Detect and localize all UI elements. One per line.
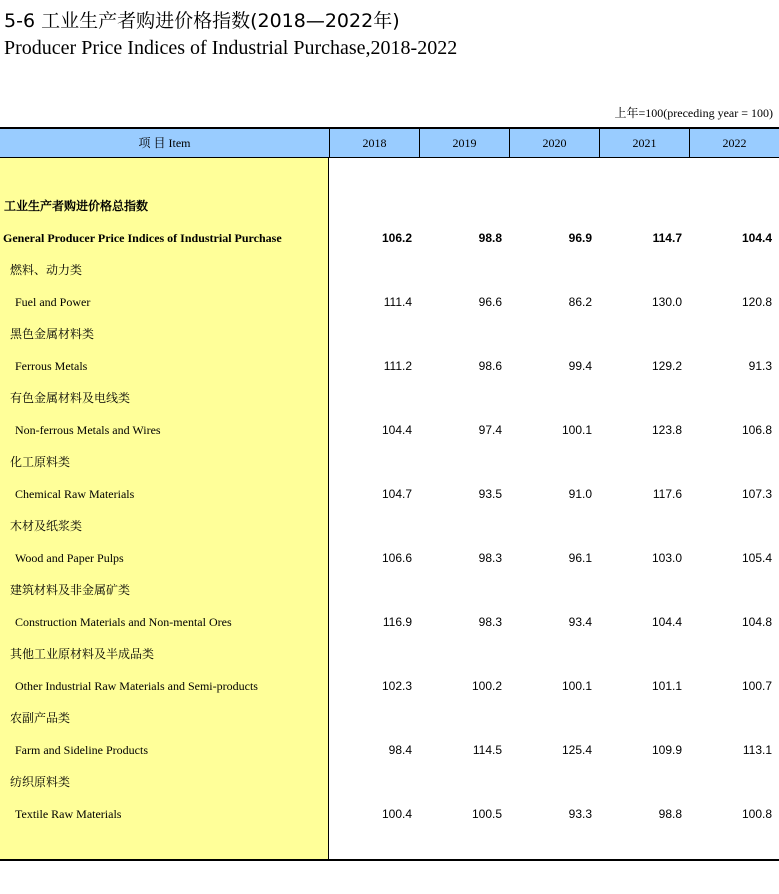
value-cell-2018: 111.2 (383, 359, 412, 373)
value-cell-2020: 91.0 (568, 487, 592, 501)
table-row-chinese (0, 382, 779, 414)
value-cell-2021: 114.7 (652, 231, 682, 245)
value-cell-2021: 98.8 (658, 807, 682, 821)
value-cell-2020: 100.1 (561, 679, 592, 693)
data-table (0, 127, 779, 861)
value-cell-2021: 123.8 (651, 423, 682, 437)
table-row-chinese (0, 318, 779, 350)
row-label-english: Ferrous Metals (15, 359, 88, 373)
value-cell-2021: 109.9 (651, 743, 682, 757)
value-cell-2018: 98.4 (388, 743, 412, 757)
table-row (0, 478, 779, 510)
page-title-english: Producer Price Indices of Industrial Purchase,2018-2022 (4, 37, 458, 59)
value-cell-2022: 100.7 (741, 679, 772, 693)
bottom-rule (0, 859, 779, 861)
table-row-chinese (0, 190, 779, 222)
table-row (0, 350, 779, 382)
table-header (0, 129, 779, 158)
row-label-chinese: 其他工业原材料及半成品类 (10, 647, 155, 661)
value-cell-2019: 100.5 (471, 807, 502, 821)
header-year-2018: 2018 (329, 129, 419, 157)
row-label-english: Non-ferrous Metals and Wires (15, 423, 161, 437)
value-cell-2022: 113.1 (742, 743, 772, 757)
row-label-chinese: 工业生产者购进价格总指数 (4, 199, 149, 213)
table-row-chinese (0, 574, 779, 606)
value-cell-2019: 98.6 (478, 359, 502, 373)
table-row (0, 734, 779, 766)
value-cell-2019: 96.6 (478, 295, 502, 309)
value-cell-2019: 114.5 (472, 743, 502, 757)
value-cell-2021: 130.0 (651, 295, 682, 309)
value-cell-2020: 86.2 (568, 295, 592, 309)
row-label-english: Chemical Raw Materials (15, 487, 135, 501)
page-title-chinese: 5-6 工业生产者购进价格指数(2018—2022年) (4, 10, 400, 32)
value-cell-2018: 111.4 (383, 295, 412, 309)
value-cell-2019: 100.2 (471, 679, 502, 693)
row-label-chinese: 化工原料类 (10, 455, 71, 469)
value-cell-2020: 96.9 (568, 231, 592, 245)
value-cell-2019: 98.3 (478, 551, 502, 565)
header-year-2022: 2022 (689, 129, 779, 157)
value-cell-2022: 104.4 (741, 231, 772, 245)
row-label-chinese: 燃料、动力类 (10, 263, 83, 277)
value-cell-2019: 93.5 (478, 487, 502, 501)
table-row (0, 542, 779, 574)
value-cell-2018: 104.4 (381, 423, 412, 437)
value-cell-2018: 104.7 (381, 487, 412, 501)
value-cell-2020: 125.4 (561, 743, 592, 757)
value-cell-2022: 91.3 (748, 359, 772, 373)
value-cell-2021: 103.0 (651, 551, 682, 565)
value-cell-2020: 99.4 (568, 359, 592, 373)
table-row-chinese (0, 254, 779, 286)
value-cell-2022: 106.8 (741, 423, 772, 437)
table-row-chinese (0, 446, 779, 478)
header-item: 项 目 Item (138, 136, 191, 150)
table-row (0, 414, 779, 446)
row-label-english: Farm and Sideline Products (15, 743, 148, 757)
header-year-2020: 2020 (509, 129, 599, 157)
row-label-english: Wood and Paper Pulps (15, 551, 124, 565)
value-cell-2020: 93.4 (568, 615, 592, 629)
value-cell-2022: 107.3 (741, 487, 772, 501)
value-cell-2018: 102.3 (381, 679, 412, 693)
value-cell-2019: 98.8 (478, 231, 502, 245)
value-cell-2022: 120.8 (741, 295, 772, 309)
value-cell-2021: 117.6 (652, 487, 682, 501)
row-label-chinese: 纺织原料类 (10, 775, 71, 789)
value-cell-2021: 101.1 (651, 679, 682, 693)
row-label-english: General Producer Price Indices of Industrial Purchase (3, 231, 282, 245)
row-label-english: Other Industrial Raw Materials and Semi-products (15, 679, 258, 693)
row-label-chinese: 有色金属材料及电线类 (10, 391, 131, 405)
unit-note: 上年=100(preceding year = 100) (614, 106, 773, 120)
value-cell-2018: 100.4 (381, 807, 412, 821)
row-label-chinese: 木材及纸浆类 (10, 519, 83, 533)
row-label-english: Construction Materials and Non-mental Ores (15, 615, 232, 629)
value-cell-2019: 97.4 (478, 423, 502, 437)
row-label-chinese: 农副产品类 (10, 711, 71, 725)
row-label-english: Fuel and Power (15, 295, 91, 309)
value-cell-2020: 96.1 (568, 551, 592, 565)
row-label-chinese: 黑色金属材料类 (10, 327, 95, 341)
value-cell-2021: 104.4 (651, 615, 682, 629)
value-cell-2019: 98.3 (478, 615, 502, 629)
row-label-chinese: 建筑材料及非金属矿类 (10, 583, 131, 597)
value-cell-2022: 104.8 (741, 615, 772, 629)
table-row-chinese (0, 638, 779, 670)
table-row-chinese (0, 510, 779, 542)
value-cell-2022: 100.8 (741, 807, 772, 821)
table-row (0, 798, 779, 830)
table-row (0, 222, 779, 254)
value-cell-2022: 105.4 (741, 551, 772, 565)
header-year-2021: 2021 (599, 129, 689, 157)
header-year-2019: 2019 (419, 129, 509, 157)
table-row-chinese (0, 702, 779, 734)
table-row (0, 286, 779, 318)
value-cell-2021: 129.2 (651, 359, 682, 373)
table-row (0, 606, 779, 638)
table-row (0, 670, 779, 702)
value-cell-2020: 93.3 (568, 807, 592, 821)
value-cell-2018: 106.2 (381, 231, 412, 245)
row-label-english: Textile Raw Materials (15, 807, 122, 821)
value-cell-2018: 116.9 (382, 615, 412, 629)
value-cell-2020: 100.1 (561, 423, 592, 437)
value-cell-2018: 106.6 (381, 551, 412, 565)
table-row-chinese (0, 766, 779, 798)
